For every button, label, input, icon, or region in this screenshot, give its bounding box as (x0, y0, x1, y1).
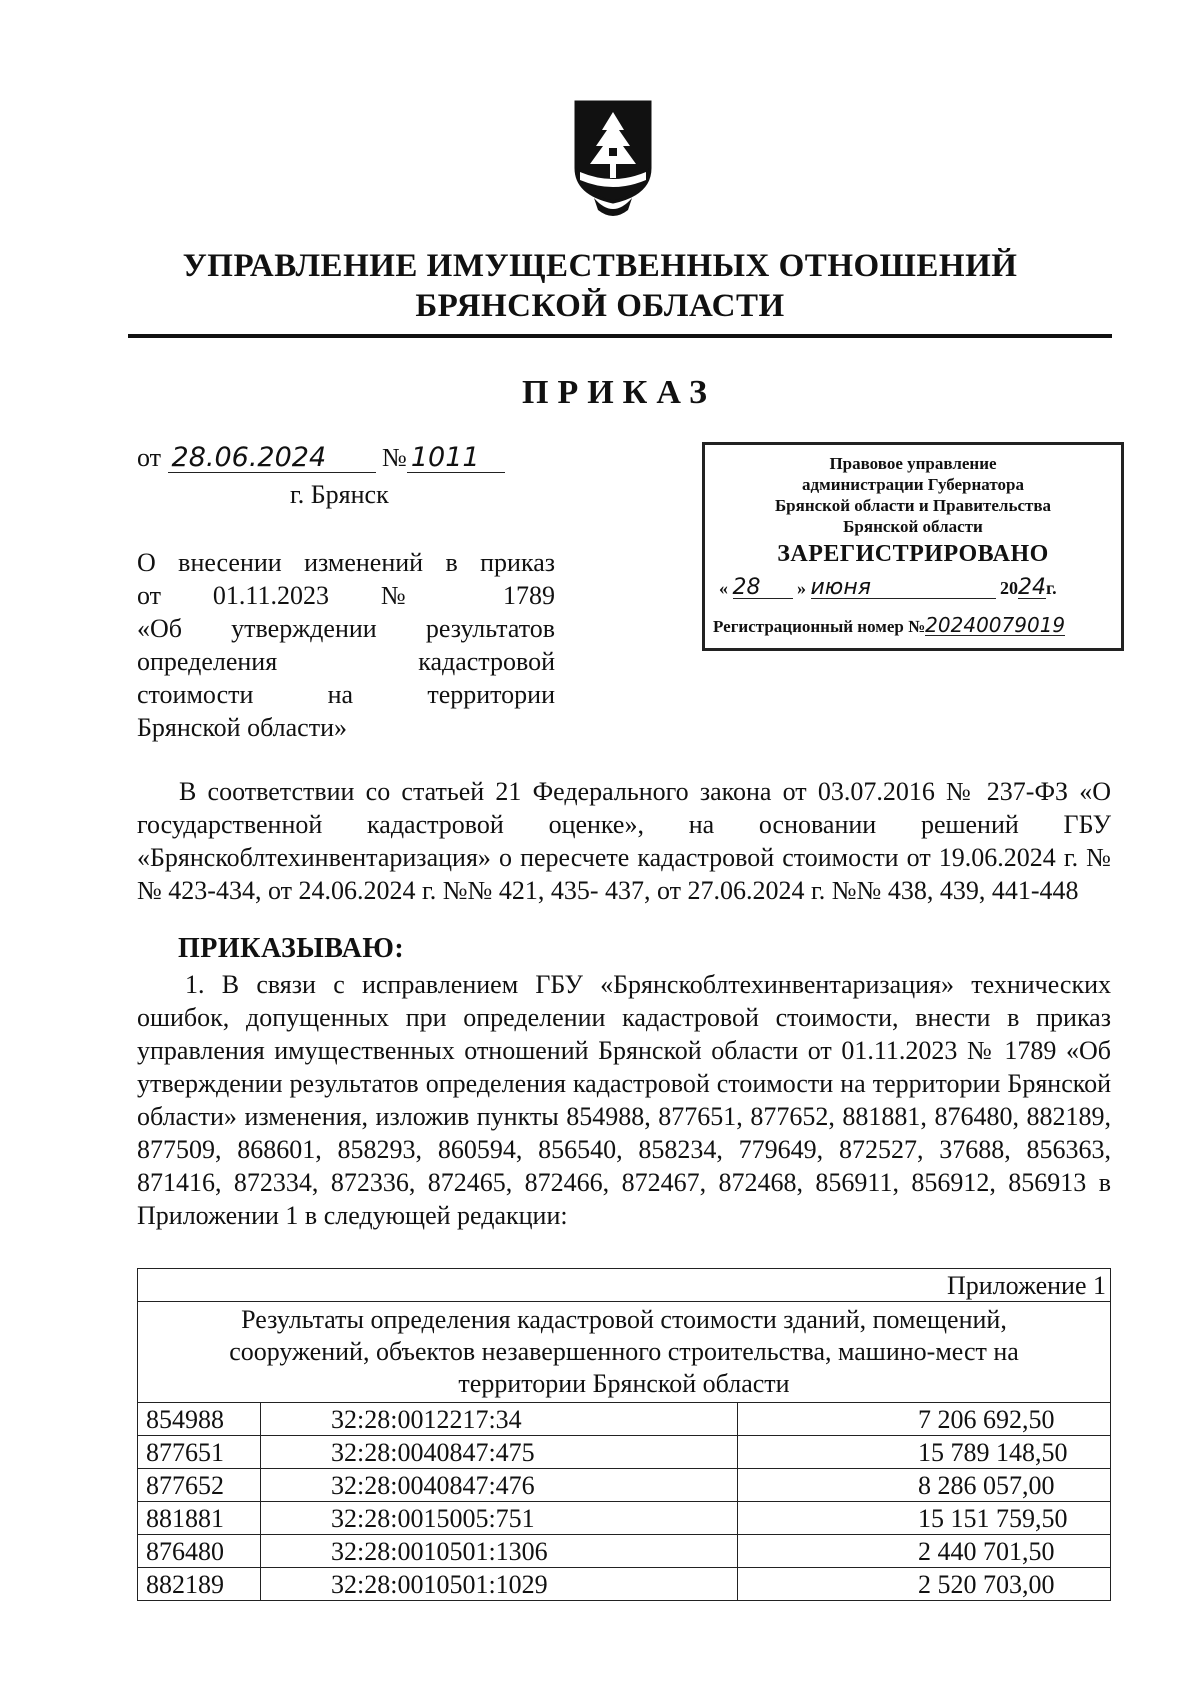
cell-cadastral-value: 2 440 701,50 (738, 1535, 1111, 1568)
cell-cadastral-value: 15 789 148,50 (738, 1436, 1111, 1469)
table-row (138, 1568, 1111, 1601)
stamp-line1: Правовое управление (829, 454, 997, 473)
table-row (138, 1302, 1111, 1403)
table-row (138, 1269, 1111, 1302)
table-row (138, 1502, 1111, 1535)
cell-cadastral-value: 8 286 057,00 (738, 1469, 1111, 1502)
stamp-month: июня (811, 578, 996, 599)
date-prefix: от (137, 443, 162, 472)
stamp-registered: ЗАРЕГИСТРИРОВАНО (777, 541, 1049, 567)
subject-line: определения кадастровой (137, 647, 555, 676)
cell-item-number: 876480 (138, 1535, 261, 1568)
cell-cadastral-number: 32:28:0015005:751 (261, 1502, 738, 1535)
cell-cadastral-value: 15 151 759,50 (738, 1502, 1111, 1535)
cell-cadastral-number: 32:28:0012217:34 (261, 1403, 738, 1436)
subject-line: О внесении изменений в приказ (137, 548, 555, 577)
cell-cadastral-number: 32:28:0010501:1306 (261, 1535, 738, 1568)
order-directive-heading: ПРИКАЗЫВАЮ: (178, 933, 405, 964)
item-1-paragraph: 1. В связи с исправлением ГБУ «Брянскоблтехинвентаризация» технических ошибок, допущенных при определении кадастровой стоимости, внести в приказ управления имущественных отношений Брянской области от 01.11.2023 № 1789 «Об утверждении результатов определения кадастровой стоимости на территории Брянской области» изменения, изложив пункты 854988, 877651, 877652, 881881, 876480, 882189, 877509, 868601, 858293, 860594, 856540, 858234, 779649, 872527, 37688, 856363, 871416, 872334, 872336, 872465, 872466, 872467, 872468, 856911, 856912, 856913 в Приложении 1 в следующей редакции: (137, 970, 1111, 1230)
cell-cadastral-number: 32:28:0010501:1029 (261, 1568, 738, 1601)
subject-line: Брянской области» (137, 713, 347, 742)
document-title: ПРИКАЗ (522, 374, 716, 411)
table-row (138, 1403, 1111, 1436)
header-divider (128, 334, 1112, 338)
stamp-year: 24 (1018, 575, 1046, 600)
table-row (138, 1469, 1111, 1502)
appendix-label: Приложение 1 (138, 1269, 1111, 1302)
order-date: 28.06.2024 (168, 444, 376, 473)
cell-cadastral-value: 2 520 703,00 (738, 1568, 1111, 1601)
cell-item-number: 854988 (138, 1403, 261, 1436)
table-caption: Результаты определения кадастровой стоимости зданий, помещений, сооружений, объектов незавершенного строительства, машино-мест на территории Брянской области (138, 1302, 1111, 1403)
cell-cadastral-value: 7 206 692,50 (738, 1403, 1111, 1436)
city: г. Брянск (290, 480, 389, 509)
appendix-table (137, 1268, 1111, 1601)
stamp-reg-value: 20240079019 (925, 613, 1066, 637)
subject-line: от 01.11.2023 № 1789 (137, 581, 555, 610)
organization-name-line1: УПРАВЛЕНИЕ ИМУЩЕСТВЕННЫХ ОТНОШЕНИЙ (182, 248, 1018, 284)
order-number: 1011 (407, 444, 505, 473)
coat-of-arms-icon (572, 98, 654, 218)
cell-item-number: 881881 (138, 1502, 261, 1535)
cell-cadastral-number: 32:28:0040847:475 (261, 1436, 738, 1469)
cell-cadastral-number: 32:28:0040847:476 (261, 1469, 738, 1502)
stamp-day: 28 (733, 578, 793, 599)
cell-item-number: 877651 (138, 1436, 261, 1469)
order-subject (137, 546, 555, 744)
cell-item-number: 877652 (138, 1469, 261, 1502)
subject-line: стоимости на территории (137, 680, 555, 709)
table-row (138, 1535, 1111, 1568)
registration-stamp (702, 442, 1124, 651)
order-date-line (137, 443, 505, 473)
subject-line: «Об утверждении результатов (137, 614, 555, 643)
preamble-paragraph: В соответствии со статьей 21 Федерального закона от 03.07.2016 № 237-ФЗ «О государственной кадастровой оценке», на основании решений ГБУ «Брянскоблтехинвентаризация» о пересчете кадастровой стоимости от 19.06.2024 г. №№ 423-434, от 24.06.2024 г. №№ 421, 435- 437, от 27.06.2024 г. №№ 438, 439, 441-448 (137, 777, 1111, 905)
stamp-reg-number: Регистрационный номер №20240079019 (713, 613, 1066, 637)
stamp-line2: администрации Губернатора (802, 475, 1024, 494)
stamp-line4: Брянской области (843, 517, 983, 536)
stamp-line3: Брянской области и Правительства (774, 496, 1052, 515)
stamp-date: « 28 » июня 2024г. (719, 575, 1057, 600)
number-label: № (382, 443, 407, 472)
table-row (138, 1436, 1111, 1469)
cell-item-number: 882189 (138, 1568, 261, 1601)
organization-name-line2: БРЯНСКОЙ ОБЛАСТИ (415, 288, 785, 324)
